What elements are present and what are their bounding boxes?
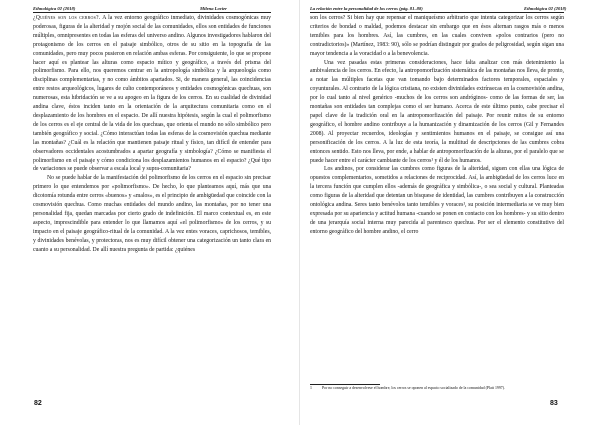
page-number: 82 bbox=[34, 400, 42, 407]
right-page bbox=[300, 0, 600, 425]
page-number: 83 bbox=[550, 400, 558, 407]
footnote-text: Por no conseguir a desenvolvese el hombre, los cerros se oponen al espacio socializado de la comunidad (Platt 1997). bbox=[322, 386, 506, 390]
footnote-number: 1 bbox=[310, 386, 312, 390]
running-header-author: Milena Lovier bbox=[200, 6, 227, 11]
running-header-journal: Ethnológica 02 (2018) bbox=[524, 6, 567, 11]
running-header-title: La relación entre la personalidad de los cerros (pág. 81–88) bbox=[310, 6, 423, 11]
header-rule bbox=[310, 12, 564, 13]
paragraph bbox=[310, 165, 564, 236]
footnote-rule bbox=[310, 384, 380, 385]
paragraph bbox=[310, 59, 564, 166]
paragraph-text: No se puede hablar de la manifestación del polimorfismo de los cerros en el espacio sin precisar primero lo que entendemos por «polimorfismo». De hecho, lo que planteamos aquí, más que una dicotomía rotunda entre cerros «buenos» y «malos», es el principio de ambigüedad que coincide con la cosmovisión quechua. Como muchas entidades del mundo andino, las montañas, por no tener una personalidad fija, quedan marcadas por cierto grado de indefinición. El marco contextual es, en este aspecto, imprescindible para entender lo que llamamos aquí «el polimorfismo» de los cerros, y su impacto en el paisaje geográfico-ritual de la comunidad. A la vez entes voraces, caprichosos, temibles, y divinidades benévolas, y protectoras, nos es muy difícil obtener una categorización un tanto clara en cuanto a su personalidad. De allí nuestra pregunta de partida: ¿quiénes bbox=[33, 175, 271, 253]
lead-in: ¿Quiénes son los cerros?. bbox=[33, 15, 101, 21]
paragraph-text: A la vez entorno geográfico inmediato, divinidades cosmogónicas muy poderosas, figuras de la alteridad y mojón social de las comunidades, ellos son entidades de funciones múltiples, omnipresentes en todas las esferas del universo andino. Algunos investigadores hablaron del protagonismo de los cerros en el paisaje simbólico, otros de su sitio en la topografía de las comunidades, pero muy pocos pusieron en relación ambas esferas. Por consiguiente, lo que se propone hacer aquí es plantear las alturas como espacio mítico y geográfico, a través del prisma del polimorfismo. Para ello, nos queremos centrar en la antropología simbólica y la arqueología como disciplinas complementarias, y no como ámbitos apartados. Si, de manera general, las coincidencias entre restos arqueológicos, lugares de culto contemporáneos y entidades cosmogónicas quechuas, son numerosas, esta hibridación se ve a su apogeo en la figura de los cerros. En su cualidad de divinidad andina clave, éstos inciden tanto en la orientación de la arquitectura comunitaria como en el desplazamiento de los hombres en el espacio. De allí nuestra hipótesis, según la cual el polimorfismo de los cerros es el eje central de la vida de los quechuas, que orienta el mundo no sólo simbólico pero también geográfico y social. ¿Cómo interactúan todas las esferas de la cosmovisión quechua mediante las montañas? ¿Cuál es la relación que mantienen paisaje ritual y físico, tan difícil de entender para observadores occidentales acostumbrados a apartar geografía y simbología? ¿Cómo se manifiesta el polimorfismo en el paisaje y cómo condiciona los desplazamientos humanos en el espacio? ¿Qué tipo de variaciones se puede observar a escala local y supra-comunitaria? bbox=[33, 15, 271, 173]
right-body-text bbox=[310, 14, 564, 237]
footnote bbox=[310, 386, 564, 391]
paragraph-text: Una vez pasadas estas primeras consideraciones, hace falta analizar con más detenimiento la ambivalencia de los cerros. En efecto, la antropomorfización sistemática de las montañas nos lleva, de pronto, a notar las múltiples facetas que van tomando bajo determinados factores temporales, espaciales y coyunturales. Al contrario de la lógica cristiana, no existen divinidades extrínsecas en la cosmovisión andina, por lo cual tanto al nivel genérico -muchos de los cerros son andróginos- como de las formas de ser, las montañas son entidades tan complejas como el ser humano. Acerca de este último punto, cabe precisar el papel clave de la tradición oral en la antropomorfización del paisaje. Por reunir mitos de su entorno geográfico, el hombre andino contribuye a la humanización y dinamización de los cerros (Gil y Fernandes 2008). Al proyectar recuerdos, ideologías y sentimientos humanos en el paisaje, se consigue así una personificación de los cerros. A la luz de esta teoría, la multitud de descripciones de las cumbres cobra entonces sentido. Esto nos lleva, por ende, a hablar de antropomorfización de la alturas, por el paralelo que se puede hacer entre el carácter cambiante de los cerros¹ y él de los humanos. bbox=[310, 59, 564, 164]
running-header-journal: Ethnológica 02 (2018) bbox=[33, 6, 76, 11]
left-body-text bbox=[33, 14, 271, 254]
paragraph-text: Los andinos, por considerar las cumbres como figuras de la alteridad, siguen con ellas una lógica de opuestos complementarios, sometidos a relaciones de reciprocidad. Así, la ambigüedad de los cerros luce en la tercera función que cumplen ellos -además de geográfica y simbólica-, o sea social y cultural. Planteadas como figuras de la alteridad que detentan un bisquese de identidad, las cumbres contribuyen a la construcción ontológica andina. Seres tanto benévolos tanto temibles y voraces¹, su posición intermediaria se ve muy bien expresada por su apariencia y actitud humana -cuando se ponen en contacto con los hombres- y su sitio dentro de una jerarquía social interna muy parecida al parentesco quechua. Por ser el elemento constitutivo del entorno geográfico del hombre andino, el cerro bbox=[310, 166, 564, 235]
paragraph bbox=[310, 14, 564, 59]
paragraph bbox=[33, 174, 271, 254]
paragraph-text: son los cerros? Si bien hay que repensar el maniqueísmo arbitrario que intenta categorizar los cerros según criterios de bondad o maldad, podemos destacar sin embargo que en ésos alternan rasgos más o menos temibles para los hombres. Así, las cumbres, en las cuales conviven «polos contrarios (pero no contradictorios)» (Martínez, 1983: 90), sólo se podrían distinguir por grados de peligrosidad, según sigan una mayor tendencia a la voracidad o a la benevolencia. bbox=[310, 15, 564, 57]
paragraph bbox=[33, 14, 271, 174]
header-rule bbox=[33, 12, 271, 13]
